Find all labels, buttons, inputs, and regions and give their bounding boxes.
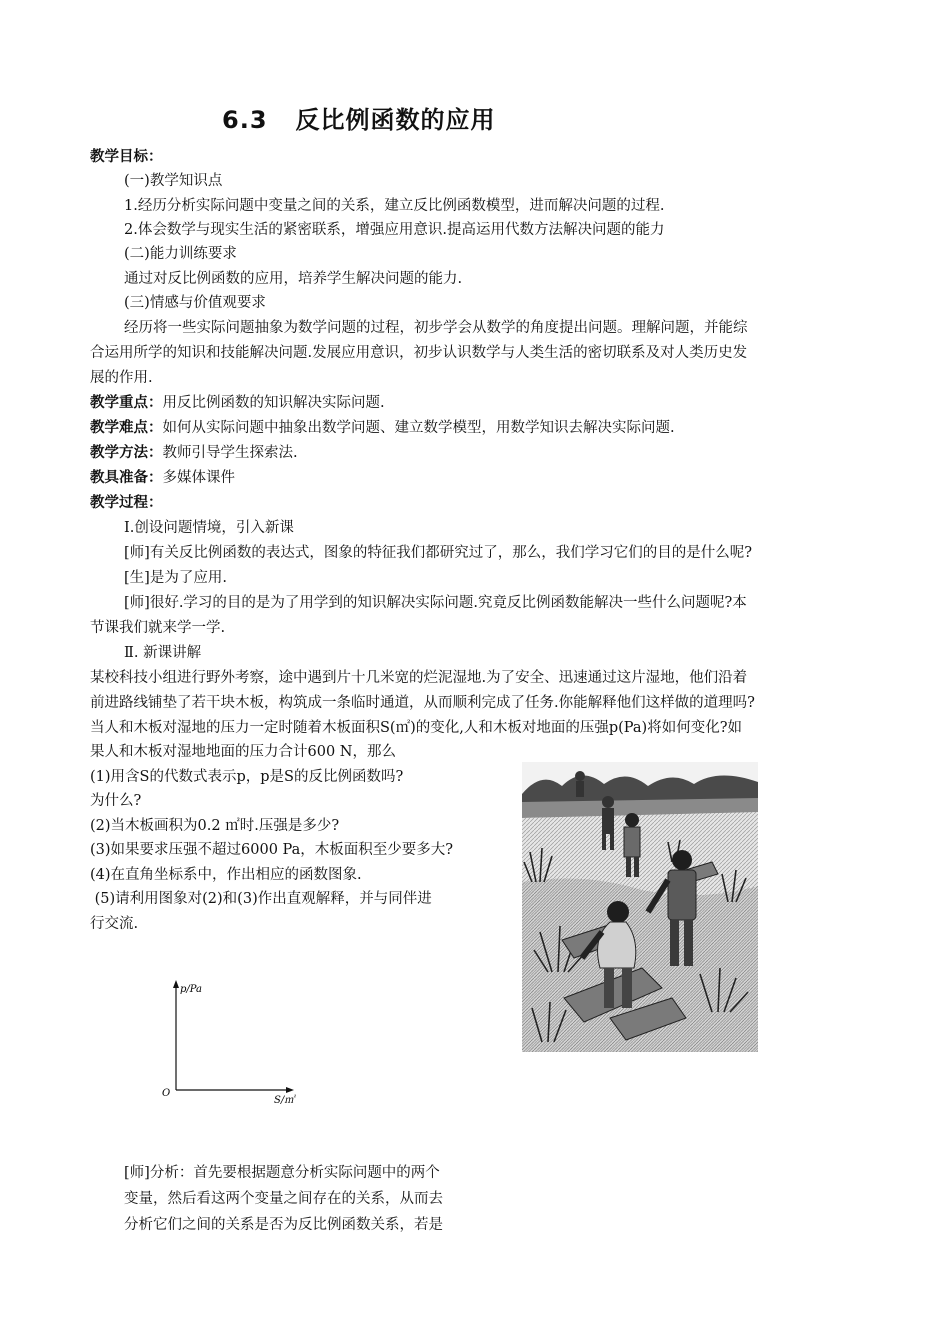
problem-line-1: 某校科技小组进行野外考察，途中遇到片十几米宽的烂泥湿地.为了安全、迅速通过这片湿地，他们沿着 bbox=[90, 670, 748, 686]
analysis-line-3: 分析它们之间的关系是否为反比例函数关系，若是 bbox=[124, 1217, 443, 1233]
ability-text: 通过对反比例函数的应用，培养学生解决问题的能力. bbox=[124, 271, 463, 287]
problem-line-4: 果人和木板对湿地地面的压力合计600 N，那么 bbox=[90, 744, 396, 760]
emotion-text-3: 展的作用. bbox=[90, 370, 153, 386]
problem-line-3: 当人和木板对湿地的压力一定时随着木板面积S(㎡)的变化,人和木板对地面的压强p(Pa)将如何变化?如 bbox=[90, 720, 742, 736]
x-axis-label: S/㎡ bbox=[274, 1095, 295, 1106]
method: 教学方法：教师引导学生探索法. bbox=[90, 445, 298, 461]
ability-heading: (二)能力训练要求 bbox=[124, 246, 237, 262]
emotion-text-1: 经历将一些实际问题抽象为数学问题的过程，初步学会从数学的角度提出问题。理解问题，并能综 bbox=[124, 320, 748, 336]
emotion-heading: (三)情感与价值观要求 bbox=[124, 295, 266, 311]
key-point: 教学重点：用反比例函数的知识解决实际问题. bbox=[90, 395, 385, 411]
tools: 教具准备：多媒体课件 bbox=[90, 470, 235, 486]
analysis-line-2: 变量，然后看这两个变量之间存在的关系，从而去 bbox=[124, 1191, 443, 1207]
section-number: 6.3 bbox=[222, 106, 268, 134]
knowledge-item-2: 2.体会数学与现实生活的紧密联系，增强应用意识.提高运用代数方法解决问题的能力 bbox=[124, 222, 665, 238]
question-1b: 为什么? bbox=[90, 793, 142, 809]
marsh-illustration bbox=[522, 762, 758, 1052]
difficulty: 教学难点：如何从实际问题中抽象出数学问题、建立数学模型，用数学知识去解决实际问题. bbox=[90, 420, 675, 436]
analysis-line-1: [师]分析：首先要根据题意分析实际问题中的两个 bbox=[124, 1165, 440, 1181]
question-5b: 行交流. bbox=[90, 916, 139, 932]
origin-label: O bbox=[162, 1088, 171, 1099]
knowledge-item-1: 1.经历分析实际问题中变量之间的关系，建立反比例函数模型，进而解决问题的过程. bbox=[124, 198, 665, 214]
question-5a: (5)请利用图象对(2)和(3)作出直观解释，并与同伴进 bbox=[90, 891, 432, 907]
question-4: (4)在直角坐标系中，作出相应的函数图象. bbox=[90, 867, 362, 883]
teacher-line-2b: 节课我们就来学一学. bbox=[90, 620, 226, 636]
title-text: 反比例函数的应用 bbox=[295, 106, 496, 134]
question-1a: (1)用含S的代数式表示p，p是S的反比例函数吗? bbox=[90, 769, 404, 785]
page-title bbox=[222, 100, 496, 135]
student-line: [生]是为了应用. bbox=[124, 570, 227, 586]
knowledge-heading: (一)教学知识点 bbox=[124, 173, 223, 189]
process-heading: 教学过程： bbox=[90, 495, 163, 511]
emotion-text-2: 合运用所学的知识和技能解决问题.发展应用意识，初步认识数学与人类生活的密切联系及对人类历史发 bbox=[90, 345, 748, 361]
coordinate-axes bbox=[160, 976, 310, 1106]
teacher-line-2a: [师]很好.学习的目的是为了用学到的知识解决实际问题.究竟反比例函数能解决一些什么问题呢?本 bbox=[124, 595, 747, 611]
question-2: (2)当木板画积为0.2 ㎡时.压强是多少? bbox=[90, 818, 340, 834]
teacher-line-1: [师]有关反比例函数的表达式，图象的特征我们都研究过了，那么，我们学习它们的目的是什么呢? bbox=[124, 545, 753, 561]
y-axis-label: p/Pa bbox=[180, 984, 203, 995]
question-3: (3)如果要求压强不超过6000 Pa，木板面积至少要多大? bbox=[90, 842, 454, 858]
problem-line-2: 前进路线铺垫了若干块木板，构筑成一条临时通道，从而顺利完成了任务.你能解释他们这样做的道理吗? bbox=[90, 695, 755, 711]
section-2-heading: Ⅱ. 新课讲解 bbox=[124, 645, 202, 661]
goals-heading: 教学目标： bbox=[90, 149, 163, 165]
section-1-heading: Ⅰ.创设问题情境，引入新课 bbox=[124, 520, 294, 536]
